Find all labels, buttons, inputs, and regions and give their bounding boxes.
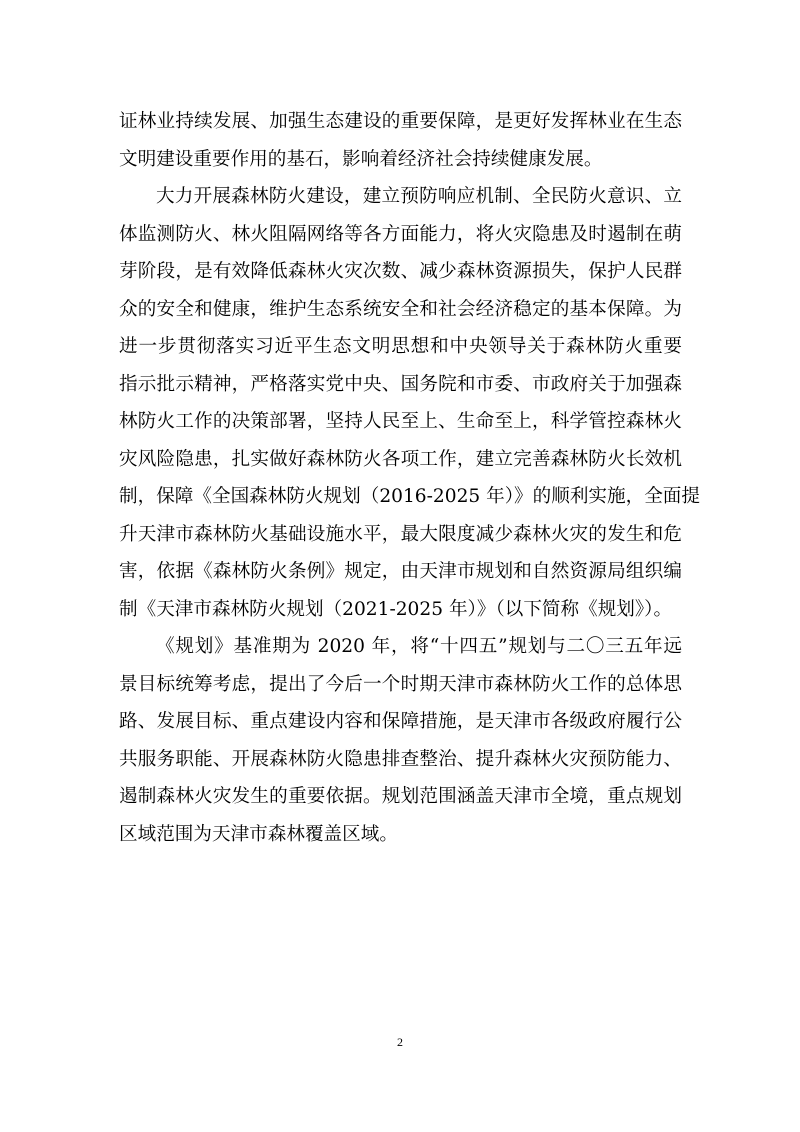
- text-line: 遏制森林火灾发生的重要依据。规划范围涵盖天津市全境，重点规划: [119, 786, 682, 807]
- text-line: 进一步贯彻落实习近平生态文明思想和中央领导关于森林防火重要: [119, 336, 682, 357]
- paragraph: [119, 184, 700, 634]
- text-line: 景目标统筹考虑，提出了今后一个时期天津市森林防火工作的总体思: [119, 673, 682, 695]
- text-line: 升天津市森林防火基础设施水平，最大限度减少森林火灾的发生和危: [119, 523, 682, 545]
- text-line: 指示批示精神，严格落实党中央、国务院和市委、市政府关于加强森: [119, 373, 682, 395]
- paragraph: [119, 109, 682, 184]
- page-number: 2: [397, 1035, 403, 1049]
- text-line: 芽阶段，是有效降低森林火灾次数、减少森林资源损失，保护人民群: [119, 261, 682, 282]
- text-line: 共服务职能、开展森林防火隐患排查整治、提升森林火灾预防能力、: [119, 748, 682, 770]
- text-line: 害，依据《森林防火条例》规定，由天津市规划和自然资源局组织编: [119, 561, 682, 582]
- text-line: 制《天津市森林防火规划（2021-2025 年）》（以下简称《规划》）。: [119, 598, 673, 620]
- text-line: 众的安全和健康，维护生态系统安全和社会经济稳定的基本保障。为: [119, 298, 682, 320]
- text-line: 区域范围为天津市森林覆盖区域。: [119, 823, 398, 845]
- text-line: 体监测防火、林火阻隔网络等各方面能力，将火灾隐患及时遏制在萌: [119, 223, 682, 245]
- text-line: 大力开展森林防火建设，建立预防响应机制、全民防火意识、立: [156, 186, 682, 207]
- text-line: 林防火工作的决策部署，坚持人民至上、生命至上，科学管控森林火: [119, 411, 682, 432]
- text-line: 《规划》基准期为 2020 年，将“十四五”规划与二〇三五年远: [156, 636, 682, 657]
- paragraph: [119, 634, 682, 859]
- text-line: 灾风险隐患，扎实做好森林防火各项工作，建立完善森林防火长效机: [119, 448, 682, 470]
- document-body: [119, 109, 700, 859]
- text-line: 文明建设重要作用的基石，影响着经济社会持续健康发展。: [119, 148, 603, 170]
- text-line: 证林业持续发展、加强生态建设的重要保障，是更好发挥林业在生态: [119, 111, 682, 132]
- text-line: 制，保障《全国森林防火规划（2016-2025 年）》的顺利实施，全面提: [119, 486, 700, 507]
- text-line: 路、发展目标、重点建设内容和保障措施，是天津市各级政府履行公: [119, 711, 682, 732]
